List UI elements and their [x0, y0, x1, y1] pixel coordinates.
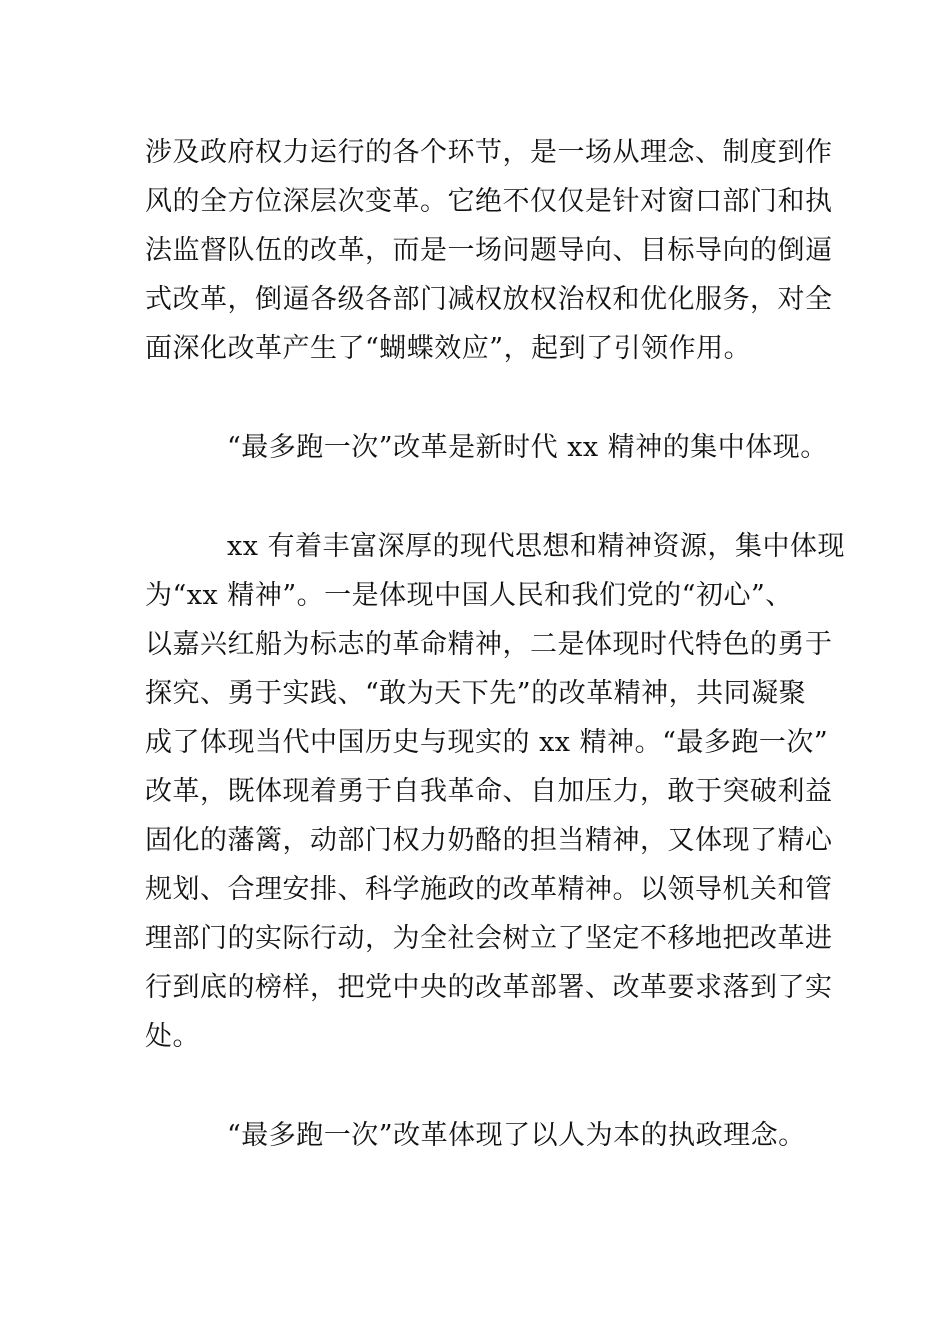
section-heading: “最多跑一次”改革是新时代 xx 精神的集中体现。: [227, 432, 828, 463]
section-heading: “最多跑一次”改革体现了以人为本的执政理念。: [227, 1120, 806, 1151]
text-line: 为“xx 精神”。一是体现中国人民和我们党的“初心”、: [145, 580, 793, 611]
paragraph-spacer: [145, 1061, 810, 1111]
text-line: 固化的藩篱，动部门权力奶酪的担当精神，又体现了精心: [145, 825, 833, 856]
paragraph-continuation: [145, 128, 833, 373]
text-line: xx 有着丰富深厚的现代思想和精神资源，集中体现: [227, 531, 846, 562]
text-line: 理部门的实际行动，为全社会树立了坚定不移地把改革进: [145, 923, 833, 954]
text-line: 处。: [145, 1021, 200, 1052]
text-line: 涉及政府权力运行的各个环节，是一场从理念、制度到作: [145, 137, 833, 168]
paragraph-spacer: [145, 472, 810, 522]
text-line: 探究、勇于实践、“敢为天下先”的改革精神，共同凝聚: [145, 678, 807, 709]
text-line: 式改革，倒逼各级各部门减权放权治权和优化服务，对全: [145, 284, 833, 315]
text-line: 规划、合理安排、科学施政的改革精神。以领导机关和管: [145, 874, 833, 905]
text-line: 成了体现当代中国历史与现实的 xx 精神。“最多跑一次”: [145, 727, 829, 758]
text-line: 行到底的榜样，把党中央的改革部署、改革要求落到了实: [145, 972, 833, 1003]
text-line: 改革，既体现着勇于自我革命、自加压力，敢于突破利益: [145, 776, 833, 807]
text-line: 法监督队伍的改革，而是一场问题导向、目标导向的倒逼: [145, 235, 833, 266]
paragraph: [145, 522, 846, 1061]
text-line: 面深化改革产生了“蝴蝶效应”，起到了引领作用。: [145, 333, 752, 364]
text-line: 风的全方位深层次变革。它绝不仅仅是针对窗口部门和执: [145, 186, 833, 217]
paragraph-spacer: [145, 373, 810, 423]
document-body: [145, 128, 846, 1160]
text-line: 以嘉兴红船为标志的革命精神，二是体现时代特色的勇于: [145, 629, 833, 660]
